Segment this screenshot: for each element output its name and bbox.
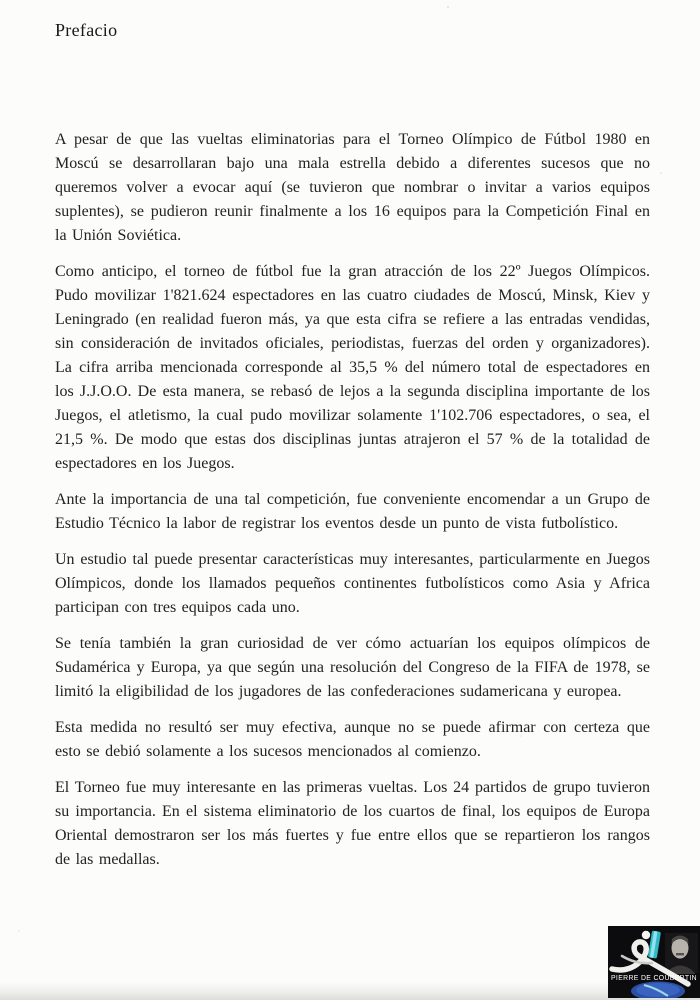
paragraph: Ante la importancia de una tal competición, fue conveniente encomendar a un Grupo de Estudio Técnico la labor de registrar los eventos desde un punto de vista futbolístico. (55, 491, 650, 532)
paragraph: A pesar de que las vueltas eliminatorias para el Torneo Olímpico de Fútbol 1980 en Moscú se desarrollaran bajo una mala estrella debido a diferentes sucesos que no queremos volver a evocar aquí (se tuvieron que nombrar o invitar a varios equipos suplentes), se pudieron reunir finalmente a los 16 equipos para la Competición Final en la Unión Soviética. (55, 131, 650, 244)
paragraph: El Torneo fue muy interesante en las primeras vueltas. Los 24 partidos de grupo tuvieron su importancia. En el sistema eliminatorio de los cuartos de final, los equipos de Europa Oriental demostraron ser los más fuertes y fue entre ellos que se repartieron los rangos de las medallas. (55, 779, 650, 868)
page-title: Prefacio (55, 20, 118, 40)
scan-bottom-edge (0, 982, 700, 1000)
paragraph: Esta medida no resultó ser muy efectiva, aunque no se puede afirmar con certeza que esto se debió solamente a los sucesos mencionados al comienzo. (55, 719, 650, 760)
coubertin-portrait (665, 933, 698, 974)
document-body (55, 128, 650, 884)
pierre-de-coubertin-watermark (608, 926, 700, 998)
paragraph: Se tenía también la gran curiosidad de ver cómo actuarían los equipos olímpicos de Sudamérica y Europa, ya que según una resolución del Congreso de la FIFA de 1978, se limitó la eligibilidad de los jugadores de las confederaciones sudamericana y europea. (55, 635, 650, 700)
watermark-label: PIERRE DE COUBERTIN (611, 973, 697, 982)
paragraph: Como anticipo, el torneo de fútbol fue la gran atracción de los 22º Juegos Olímpicos. Pudo movilizar 1'821.624 espectadores en las cuatro ciudades de Moscú, Minsk, Kiev y Leningrado (en realidad fueron más, ya que esta cifra se refiere a las entradas vendidas, sin consideración de invitados oficiales, periodistas, fuerzas del orden y organizadores). La cifra arriba mencionada corresponde al 35,5 % del número total de espectadores en los J.J.O.O. De esta manera, se rebasó de lejos a la segunda disciplina importante de los Juegos, el atletismo, la cual pudo movilizar solamente 1'102.706 espectadores, o sea, el 21,5 %. De modo que estas dos disciplinas juntas atrajeron el 57 % de la totalidad de espectadores en los Juegos. (55, 263, 650, 472)
paragraph: Un estudio tal puede presentar características muy interesantes, particularmente en Juegos Olímpicos, donde los llamados pequeños continentes futbolísticos como Asia y Africa participan con tres equipos cada uno. (55, 551, 650, 616)
scan-noise (0, 0, 2, 2)
